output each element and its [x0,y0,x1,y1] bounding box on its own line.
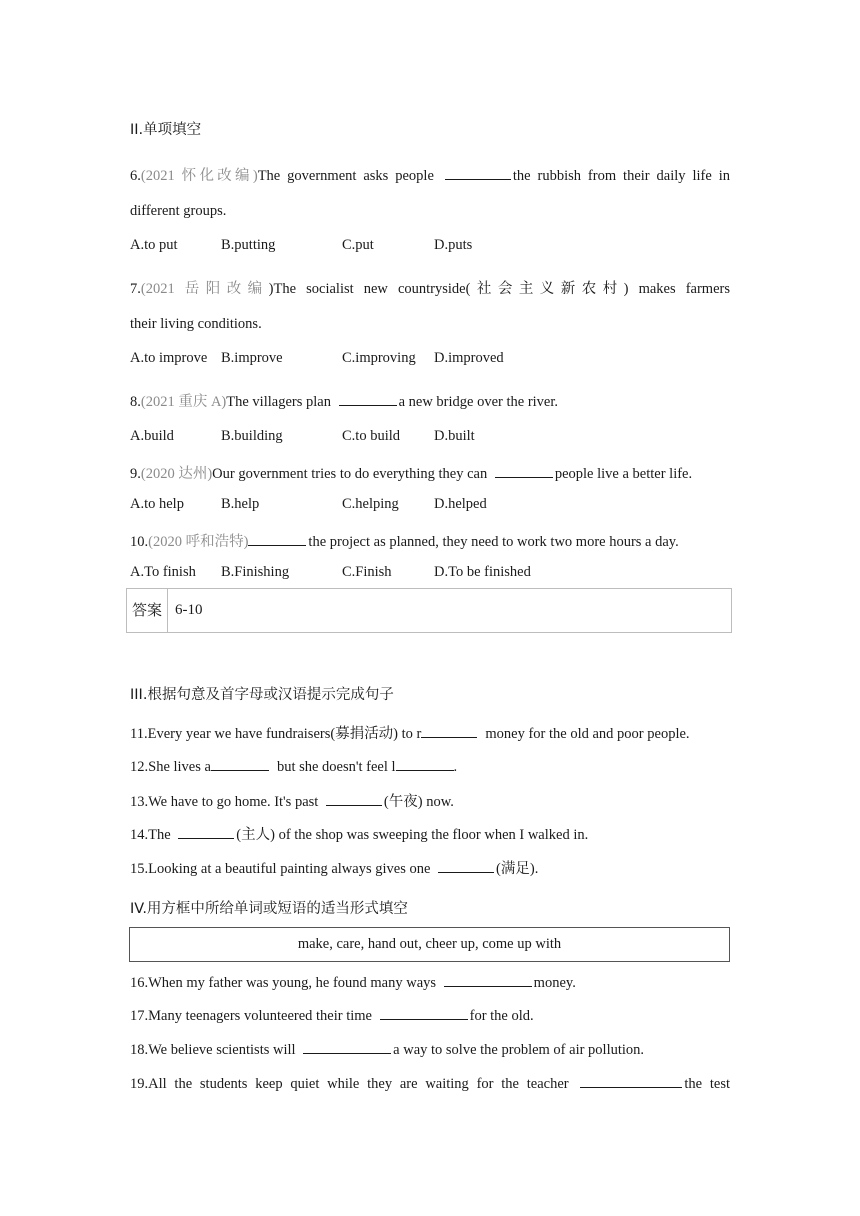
question-6-line-2: different groups. [130,203,227,219]
answer-blank[interactable] [445,165,511,180]
question-text: 19.All the students keep quiet while they are waiting for the teacher [130,1076,569,1092]
question-text: 16.When my father was young, he found many ways [130,975,437,991]
answer-blank[interactable] [211,756,269,771]
question-text: The government asks people [257,168,434,184]
word-bank-box: make, care, hand out, cheer up, come up with [129,927,730,962]
question-text: money. [533,975,576,991]
option-c[interactable]: C.Finish [342,564,392,580]
question-text: money for the old and poor people. [485,726,690,742]
answer-blank[interactable] [303,1039,391,1054]
question-text: a way to solve the problem of air pollution. [393,1042,645,1058]
question-text: (午夜) now. [383,794,454,810]
question-text: )The socialist new countryside(社会主义新农村) makes farmers [268,281,730,297]
question-number: 10. [130,534,149,550]
option-d[interactable]: D.built [434,428,475,444]
question-19 [130,1073,730,1093]
option-a[interactable]: A.To finish [130,564,196,580]
answer-blank[interactable] [438,858,494,873]
question-text: but she doesn't feel l [276,759,396,775]
answer-blank[interactable] [444,972,532,987]
question-18 [130,1039,644,1059]
question-text: (满足). [496,861,539,877]
option-d[interactable]: D.improved [434,350,504,366]
option-a[interactable]: A.to help [130,496,184,512]
option-d[interactable]: D.puts [434,237,473,253]
answer-blank[interactable] [248,531,306,546]
question-text: 18.We believe scientists will [130,1042,296,1058]
question-number: 7. [130,281,141,297]
answer-blank[interactable] [396,756,454,771]
question-number: 9. [130,466,141,482]
question-13 [130,790,454,811]
question-14 [130,823,588,844]
option-d[interactable]: D.To be finished [434,564,531,580]
question-6-line-1 [130,164,730,185]
question-text: Our government tries to do everything they can [212,466,488,482]
question-source: (2021 岳阳改编 [140,281,269,297]
question-text: for the old. [469,1008,534,1024]
option-b[interactable]: B.improve [221,350,283,366]
option-a[interactable]: A.to improve [130,350,208,366]
question-7-line-1 [130,277,730,298]
question-source: (2021 怀化改编) [140,168,258,184]
option-a[interactable]: A.build [130,428,174,444]
option-d[interactable]: D.helped [434,496,487,512]
question-text: . [453,759,458,775]
question-15 [130,857,538,878]
question-7-line-2: their living conditions. [130,316,262,332]
answer-blank[interactable] [380,1005,468,1020]
question-10 [130,530,679,551]
option-c[interactable]: C.helping [342,496,399,512]
answer-blank[interactable] [326,791,382,806]
option-c[interactable]: C.to build [342,428,401,444]
answer-label: 答案 [127,589,168,632]
question-text: 11.Every year we have fundraisers(募捐活动) to r [130,726,422,742]
question-17 [130,1005,534,1025]
answer-blank[interactable] [580,1073,682,1088]
question-text: the test [684,1076,730,1092]
question-text: the rubbish from their daily life in [512,168,730,184]
question-number: 6. [130,168,141,184]
option-c[interactable]: C.improving [342,350,416,366]
question-text: 15.Looking at a beautiful painting always gives one [130,861,431,877]
question-text: 14.The [130,827,171,843]
question-9 [130,462,692,483]
answer-box [126,588,732,633]
question-text: the project as planned, they need to work two more hours a day. [308,534,679,550]
question-source: (2020 达州) [140,466,213,482]
question-source: (2021 重庆 A) [140,394,227,410]
option-a[interactable]: A.to put [130,237,178,253]
question-text: (主人) of the shop was sweeping the floor when I walked in. [236,827,589,843]
option-b[interactable]: B.building [221,428,283,444]
option-b[interactable]: B.help [221,496,260,512]
question-8 [130,390,558,411]
question-text: 12.She lives a [130,759,211,775]
answer-blank[interactable] [339,391,397,406]
question-text: people live a better life. [554,466,693,482]
answer-range: 6-10 [175,602,203,618]
question-text: The villagers plan [226,394,331,410]
option-b[interactable]: B.putting [221,237,276,253]
question-text: 17.Many teenagers volunteered their time [130,1008,372,1024]
question-number: 8. [130,394,141,410]
question-12 [130,756,457,776]
question-text: 13.We have to go home. It's past [130,794,319,810]
question-text: a new bridge over the river. [398,394,559,410]
question-11 [130,722,690,743]
section-heading-2: II.单项填空 [130,122,202,138]
question-source: (2020 呼和浩特) [148,534,249,550]
answer-blank[interactable] [495,463,553,478]
option-b[interactable]: B.Finishing [221,564,290,580]
answer-blank[interactable] [421,723,477,738]
section-heading-4: IV.用方框中所给单词或短语的适当形式填空 [130,901,408,917]
question-16 [130,972,576,992]
option-c[interactable]: C.put [342,237,374,253]
answer-blank[interactable] [178,824,234,839]
section-heading-3: III.根据句意及首字母或汉语提示完成句子 [130,687,394,703]
